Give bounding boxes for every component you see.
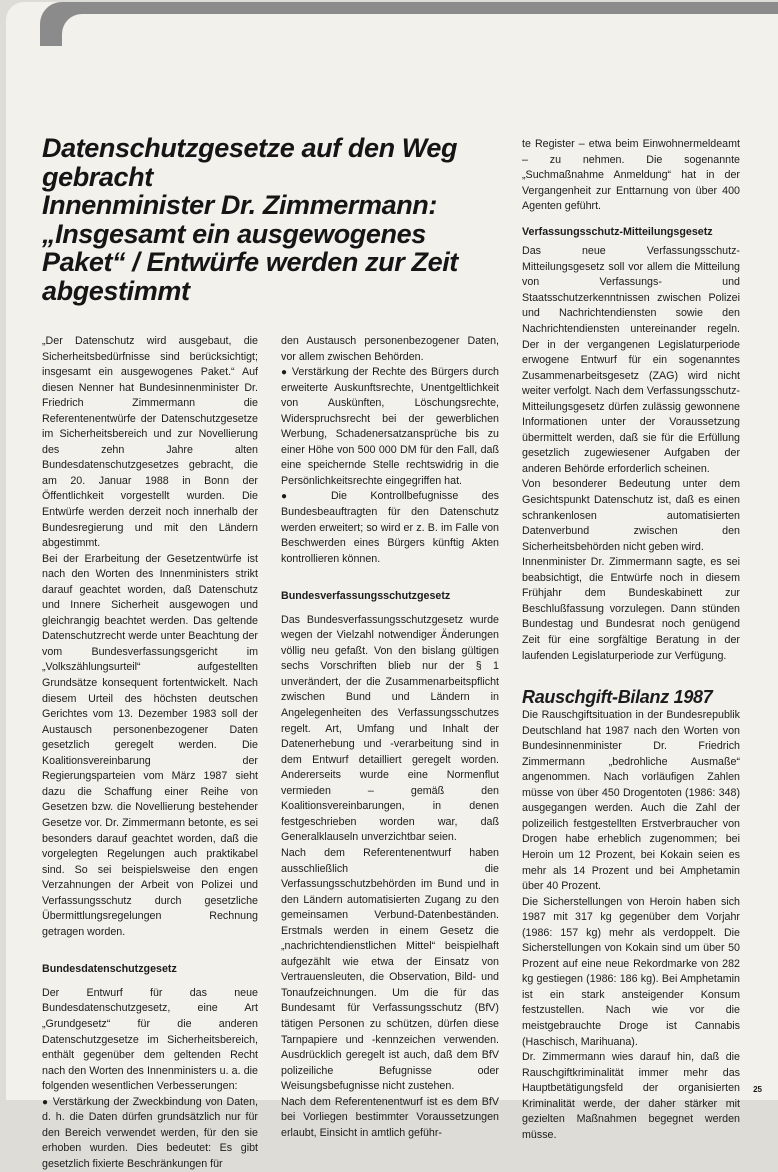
subheading: Bundesverfassungsschutzgesetz bbox=[281, 590, 451, 603]
bullet-item bbox=[281, 365, 499, 489]
headline-line: gebracht bbox=[42, 161, 153, 192]
bullet-text: Die Kontrollbefugnisse des Bundesbeauftragten für den Datenschutz werden erweitert; so wird er z. B. im Falle von Beschwerden eines Bürgers künftig Akten kontrollieren können. bbox=[281, 490, 499, 565]
bullet-item bbox=[42, 1095, 258, 1172]
bullet-icon: ● bbox=[281, 491, 308, 503]
paragraph: Das Bundesverfassungsschutzgesetz wurde wegen der Vielzahl notwendiger Änderungen völlig neu gefaßt. Von den bislang gültigen sechs Vorschriften blieb nur der § 1 unverändert, der die Zusammenarbeitspflicht zwischen Bund und Ländern in Angelegenheiten des Verfassungsschutzes regelt. Art, Umfang und Inhalt der Datenerhebung und -verarbeitung sind in dem Entwurf detailliert geregelt worden. Andererseits wurde eine Normenflut vermieden – gemäß den Koalitionsvereinbarungen, in denen festgeschrieben worden war, daß Generalklauseln unverzichtbar seien. bbox=[281, 613, 499, 844]
headline-line: „Insgesamt ein ausgewogenes bbox=[42, 218, 426, 249]
text-column-1 bbox=[42, 334, 258, 1172]
paragraph: Dr. Zimmermann wies darauf hin, daß die Rauschgiftkriminalität immer mehr das Hauptbetätigungsfeld der organisierten Kriminalität werde, der daher stärker mit gezielten Maßnahmen begegnet werden müsse. bbox=[522, 1051, 740, 1141]
bullet-item bbox=[281, 489, 499, 567]
article-headline bbox=[42, 134, 502, 305]
header-band-inner bbox=[62, 14, 778, 54]
paragraph: Der Entwurf für das neue Bundesdatenschutzgesetz, eine Art „Grundgesetz“ für die anderen Datenschutzgesetze im Sicherheitsbereich, enthält gegenüber dem geltenden Recht nach den Worten des Innenministers u. a. die folgenden wesentlichen Verbesserungen: bbox=[42, 986, 258, 1093]
paragraph: Nach dem Referentenentwurf ist es dem BfV bei Vorliegen bestimmter Voraussetzungen erlaubt, Einsicht in amtlich geführ- bbox=[281, 1095, 499, 1139]
page-number: 25 bbox=[753, 1085, 762, 1094]
paragraph: Von besonderer Bedeutung unter dem Gesichtspunkt Datenschutz ist, daß es einen schrankenlosen automatisierten Datenverbund zwischen den Sicherheitsbehörden nicht geben wird. bbox=[522, 478, 740, 553]
bullet-icon: ● bbox=[281, 367, 288, 379]
paragraph: Die Rauschgiftsituation in der Bundesrepublik Deutschland hat 1987 nach den Worten von Bundesinnenminister Dr. Friedrich Zimmermann „bedrohliche Ausmaße“ angenommen. Nach vorläufigen Zahlen müsse von über 450 Drogentoten (1986: 348) ausgegangen werden. Auch die Zahl der polizeilich festgestellten Erstverbraucher von Drogen habe erheblich zugenommen; bei Heroin um 12 Prozent, bei Kokain seien es mehr als 14 Prozent und bei Amphetamin über 40 Prozent. bbox=[522, 709, 740, 893]
headline-line: abgestimmt bbox=[42, 275, 190, 306]
text-column-2 bbox=[281, 334, 499, 1141]
section-headline: Rauschgift-Bilanz 1987 bbox=[522, 687, 713, 708]
headline-line: Datenschutzgesetze auf den Weg bbox=[42, 133, 458, 163]
paragraph: Die Sicherstellungen von Heroin haben sich 1987 mit 317 kg gegenüber dem Vorjahr (1986: 157 kg) mehr als verdoppelt. Die Sicherstellungen von Kokain sind um über 50 Prozent auf eine neue Rekordmarke von 282 kg gestiegen (1986: 186 kg). Bei Amphetamin ist ein stark ansteigender Konsum festzustellen. Nach wie vor die meistgebrauchte Droge ist Cannabis (Haschisch, Marihuana). bbox=[522, 895, 740, 1048]
paragraph: Innenminister Dr. Zimmermann sagte, es sei beabsichtigt, die Entwürfe noch in diesem Frühjahr dem Bundeskabinett zur Beschlußfassung vorzulegen. Dann stünden Bundestag und Bundesrat noch genügend Zeit für eine sorgfältige Beratung in der laufenden Legislaturperiode zur Verfügung. bbox=[522, 556, 740, 662]
subheading: Verfassungsschutz-Mitteilungsgesetz bbox=[522, 225, 713, 238]
paragraph: Nach dem Referentenentwurf haben ausschließlich die Verfassungsschutzbehörden im Bund und in den Ländern automatisierten Zugang zu den gemeinsamen Verbund-Datenbeständen. Erstmals werden in einem Gesetz die „nachrichtendienstlichen Mittel“ beispielhaft aufgezählt wie etwa der Einsatz von Vertrauensleuten, die Observation, Bild- und Tonaufzeichnungen. Um die für das Bundesamt für Verfassungsschutz (BfV) tätigen Personen zu schützen, dürfen diese Tarnpapiere und -kennzeichen verwenden. Ausdrücklich geregelt ist auch, daß dem BfV polizeiliche Befugnisse oder Weisungsbefugnisse nicht zustehen. bbox=[281, 846, 499, 1093]
paragraph: „Der Datenschutz wird ausgebaut, die Sicherheitsbedürfnisse sind berücksichtigt; insgesamt ein ausgewogenes Paket.“ Auf diesen Nenner hat Bundesinnenminister Dr. Friedrich Zimmermann die Referentenentwürfe der Datenschutzgesetze im Sicherheitsbereich und zur Novellierung des zehn Jahre alten Bundesdatenschutzgesetzes gebracht, die am 20. Januar 1988 in Bonn der Öffentlichkeit vorgestellt wurden. Die Entwürfe werden derzeit noch innerhalb der Bundesregierung und mit den Ländern abgestimmt. bbox=[42, 335, 258, 550]
paragraph: Das neue Verfassungsschutz-Mitteilungsgesetz soll vor allem die Mitteilung von Verfassungs- und Staatsschutzerkenntnissen zwischen Polizei und Nachrichtendiensten sowie den Nachrichtendiensten untereinander regeln. Der in der vergangenen Legislaturperiode erwogene Entwurf für ein sogenanntes Zusammenarbeitsgesetz (ZAG) wird nicht weiter verfolgt. Nach dem Verfassungsschutz-Mitteilungsgesetz dürfen zulässig gewonnene Informationen unter der Voraussetzung übermittelt werden, daß sie für die Erfüllung gesetzlich zugewiesener Aufgaben der anderen Behörde erforderlich scheinen. bbox=[522, 245, 740, 475]
bullet-text: Verstärkung der Zweckbindung von Daten, d. h. die Daten dürfen grundsätzlich nur für den Bereich verwendet werden, für den sie erhoben wurden. Dies bedeutet: Es gibt gesetzlich fixierte Beschränkungen für bbox=[42, 1095, 258, 1170]
headline-line: Paket“ / Entwürfe werden zur Zeit bbox=[42, 247, 458, 277]
text-column-3 bbox=[522, 137, 740, 1143]
subheading: Bundesdatenschutzgesetz bbox=[42, 963, 177, 976]
paragraph: den Austausch personenbezogener Daten, vor allem zwischen Behörden. bbox=[281, 335, 499, 363]
bullet-icon: ● bbox=[42, 1096, 49, 1108]
bullet-text: Verstärkung der Rechte des Bürgers durch erweiterte Auskunftsrechte, Unentgeltlichkeit von Auskünften, Löschungsrechte, Widerspruchsrecht bei der gewerblichen Werbung, Schadenersatzansprüche bis zu einer Höhe von 500 000 DM für den Fall, daß eine speichernde Stelle rechtswidrig in die Persönlichkeitsrechte eingegriffen hat. bbox=[281, 366, 499, 487]
paragraph: te Register – etwa beim Einwohnermeldeamt – zu nehmen. Die sogenannte „Suchmaßnahme Anmeldung“ hat in der Vergangenheit zur Enttarnung von über 400 Agenten geführt. bbox=[522, 138, 740, 213]
paragraph: Bei der Erarbeitung der Gesetzentwürfe ist nach den Worten des Innenministers strikt darauf geachtet worden, daß Datenschutz und Innere Sicherheit ausgewogen und gleichrangig beachtet werden. Das geltende Datenschutzrecht werde unter Beachtung der vom Bundesverfassungsgericht im „Volkszählungsurteil“ aufgestellten Grundsätze konsequent fortentwickelt. Nach diesem Urteil des höchsten deutschen Gerichtes vom 13. Dezember 1983 soll der Austausch personenbezogener Daten gesetzlich geregelt werden. Die Koalitionsvereinbarung der Regierungsparteien vom März 1987 sieht dazu die Schaffung einer Reihe von Gesetzen bzw. die Novellierung bestehender Gesetze vor. Dr. Zimmermann betonte, es sei besonders darauf geachtet worden, daß die vorgelegten Regelungen auch praktikabel sind. So sei beispielsweise den engen Verzahnungen der Arbeit von Polizei und Verfassungsschutz durch gesetzliche Übermittlungsregelungen Rechnung getragen worden. bbox=[42, 552, 258, 938]
headline-line: Innenminister Dr. Zimmermann: bbox=[42, 190, 437, 220]
